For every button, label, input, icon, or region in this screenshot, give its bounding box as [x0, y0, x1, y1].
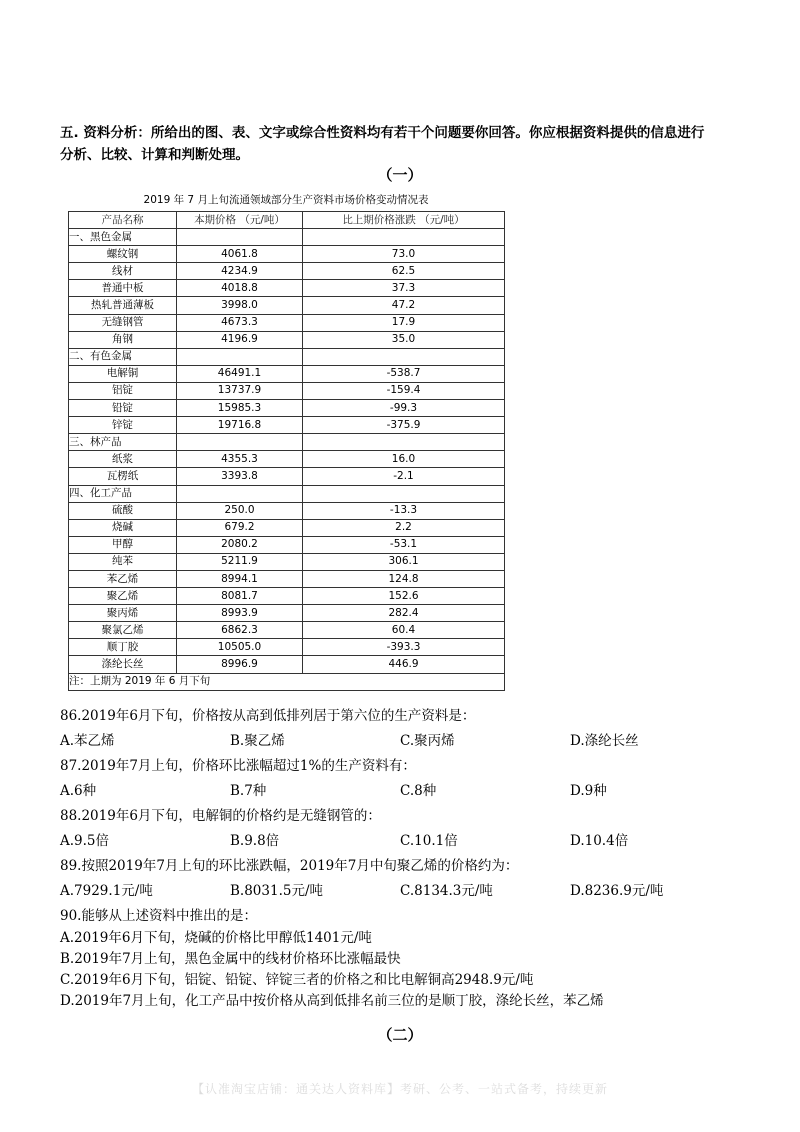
product-name-cell: 角钢: [69, 331, 177, 348]
empty-cell: [303, 434, 505, 451]
change-cell: -13.3: [303, 502, 505, 519]
change-cell: 152.6: [303, 588, 505, 605]
price-cell: 4196.9: [177, 331, 303, 348]
price-cell: 13737.9: [177, 382, 303, 399]
product-name-cell: 聚氯乙烯: [69, 622, 177, 639]
table-row: [69, 570, 505, 587]
price-cell: 8994.1: [177, 570, 303, 587]
table-note: 注：上期为 2019 年 6 月下旬: [69, 673, 505, 690]
answer-option[interactable]: C.10.1倍: [400, 833, 458, 849]
table-row: [69, 502, 505, 519]
question-stem: 88.2019年6月下旬，电解铜的价格约是无缝钢管的：: [60, 808, 381, 824]
answer-option[interactable]: C.2019年6月下旬，铝锭、铅锭、锌锭三者的价格之和比电解铜高2948.9元/吨: [60, 972, 534, 988]
table-note-row: [69, 673, 505, 690]
header-current-price: 本期价格 （元/吨）: [177, 212, 303, 229]
change-cell: -159.4: [303, 382, 505, 399]
table-row: [69, 639, 505, 656]
header-product-name: 产品名称: [69, 212, 177, 229]
price-cell: 679.2: [177, 519, 303, 536]
section-intro: [60, 122, 750, 166]
table-row: [69, 331, 505, 348]
answer-option[interactable]: D.8236.9元/吨: [570, 883, 664, 899]
table-row: [69, 519, 505, 536]
table-row: [69, 468, 505, 485]
change-cell: 124.8: [303, 570, 505, 587]
price-cell: 8996.9: [177, 656, 303, 673]
table-header-row: [69, 212, 505, 229]
table-row: [69, 622, 505, 639]
change-cell: 282.4: [303, 605, 505, 622]
category-row: [69, 348, 505, 365]
table-caption: 2019 年 7 月上旬流通领域部分生产资料市场价格变动情况表: [143, 194, 429, 206]
product-name-cell: 无缝钢管: [69, 314, 177, 331]
answer-option[interactable]: B.7种: [230, 783, 267, 799]
answer-option[interactable]: B.聚乙烯: [230, 733, 285, 749]
product-name-cell: 瓦楞纸: [69, 468, 177, 485]
product-name-cell: 涤纶长丝: [69, 656, 177, 673]
price-cell: 4355.3: [177, 451, 303, 468]
option-row: [60, 728, 760, 754]
empty-cell: [303, 348, 505, 365]
answer-option[interactable]: D.2019年7月上旬，化工产品中按价格从高到低排名前三位的是顺丁胶，涤纶长丝，苯乙烯: [60, 993, 604, 1009]
category-label: 二、有色金属: [69, 348, 177, 365]
answer-option[interactable]: A.6种: [60, 783, 97, 799]
question-stem: 87.2019年7月上旬，价格环比涨幅超过1%的生产资料有：: [60, 758, 416, 774]
product-name-cell: 线材: [69, 263, 177, 280]
price-cell: 4673.3: [177, 314, 303, 331]
change-cell: -2.1: [303, 468, 505, 485]
option-row: [60, 828, 760, 854]
answer-option[interactable]: D.9种: [570, 783, 607, 799]
price-cell: 3998.0: [177, 297, 303, 314]
price-cell: 5211.9: [177, 553, 303, 570]
answer-option[interactable]: B.2019年7月上旬，黑色金属中的线材价格环比涨幅最快: [60, 951, 401, 967]
product-name-cell: 铅锭: [69, 400, 177, 417]
change-cell: 17.9: [303, 314, 505, 331]
product-name-cell: 铝锭: [69, 382, 177, 399]
intro-line-1: 五. 资料分析：所给出的图、表、文字或综合性资料均有若干个问题要你回答。你应根据资料提供的信息进行: [60, 125, 705, 141]
price-cell: 19716.8: [177, 417, 303, 434]
question-stem: 90.能够从上述资料中推出的是：: [60, 908, 257, 924]
table-row: [69, 588, 505, 605]
empty-cell: [303, 485, 505, 502]
product-name-cell: 顺丁胶: [69, 639, 177, 656]
product-name-cell: 普通中板: [69, 280, 177, 297]
price-cell: 10505.0: [177, 639, 303, 656]
price-cell: 4018.8: [177, 280, 303, 297]
price-cell: 6862.3: [177, 622, 303, 639]
change-cell: -538.7: [303, 365, 505, 382]
table-row: [69, 605, 505, 622]
table-row: [69, 553, 505, 570]
intro-line-2: 分析、比较、计算和判断处理。: [60, 147, 249, 163]
change-cell: 446.9: [303, 656, 505, 673]
section-title-2: （二）: [377, 1026, 423, 1044]
price-cell: 8081.7: [177, 588, 303, 605]
product-name-cell: 纸浆: [69, 451, 177, 468]
table-row: [69, 365, 505, 382]
option-list: [60, 928, 760, 1012]
change-cell: 2.2: [303, 519, 505, 536]
change-cell: 16.0: [303, 451, 505, 468]
product-name-cell: 聚乙烯: [69, 588, 177, 605]
answer-option[interactable]: B.9.8倍: [230, 833, 280, 849]
product-name-cell: 苯乙烯: [69, 570, 177, 587]
change-cell: 35.0: [303, 331, 505, 348]
table-row: [69, 280, 505, 297]
category-label: 一、黑色金属: [69, 229, 177, 246]
table-row: [69, 417, 505, 434]
table-row: [69, 536, 505, 553]
change-cell: 60.4: [303, 622, 505, 639]
price-cell: 3393.8: [177, 468, 303, 485]
answer-option[interactable]: C.聚丙烯: [400, 733, 455, 749]
change-cell: -53.1: [303, 536, 505, 553]
table-row: [69, 314, 505, 331]
answer-option[interactable]: A.7929.1元/吨: [60, 883, 153, 899]
option-row: [60, 878, 760, 904]
table-row: [69, 656, 505, 673]
answer-option[interactable]: C.8134.3元/吨: [400, 883, 493, 899]
change-cell: -393.3: [303, 639, 505, 656]
answer-option[interactable]: B.8031.5元/吨: [230, 883, 323, 899]
table-row: [69, 400, 505, 417]
price-table: [68, 211, 505, 691]
table-row: [69, 451, 505, 468]
change-cell: -99.3: [303, 400, 505, 417]
price-cell: 8993.9: [177, 605, 303, 622]
product-name-cell: 螺纹钢: [69, 246, 177, 263]
product-name-cell: 聚丙烯: [69, 605, 177, 622]
header-price-change: 比上期价格涨跌 （元/吨）: [303, 212, 505, 229]
price-cell: 15985.3: [177, 400, 303, 417]
answer-option[interactable]: D.10.4倍: [570, 833, 629, 849]
watermark-text: 【认准淘宝店铺：通关达人资料库】考研、公考、一站式备考，持续更新: [191, 1082, 608, 1096]
table-row: [69, 297, 505, 314]
product-name-cell: 硫酸: [69, 502, 177, 519]
product-name-cell: 烧碱: [69, 519, 177, 536]
price-cell: 250.0: [177, 502, 303, 519]
question-stem: 89.按照2019年7月上旬的环比涨跌幅，2019年7月中旬聚乙烯的价格约为：: [60, 858, 519, 874]
price-cell: 2080.2: [177, 536, 303, 553]
product-name-cell: 纯苯: [69, 553, 177, 570]
product-name-cell: 电解铜: [69, 365, 177, 382]
table-row: [69, 382, 505, 399]
price-cell: 4061.8: [177, 246, 303, 263]
table-row: [69, 246, 505, 263]
empty-cell: [303, 229, 505, 246]
category-row: [69, 434, 505, 451]
price-cell: 46491.1: [177, 365, 303, 382]
table-row: [69, 263, 505, 280]
empty-cell: [177, 434, 303, 451]
category-label: 三、林产品: [69, 434, 177, 451]
change-cell: -375.9: [303, 417, 505, 434]
category-row: [69, 485, 505, 502]
product-name-cell: 热轧普通薄板: [69, 297, 177, 314]
question-stem: 86.2019年6月下旬，价格按从高到低排列居于第六位的生产资料是：: [60, 708, 476, 724]
category-row: [69, 229, 505, 246]
answer-option[interactable]: A.苯乙烯: [60, 733, 115, 749]
change-cell: 73.0: [303, 246, 505, 263]
answer-option[interactable]: A.9.5倍: [60, 833, 110, 849]
answer-option[interactable]: D.涤纶长丝: [570, 733, 639, 749]
change-cell: 62.5: [303, 263, 505, 280]
empty-cell: [177, 348, 303, 365]
empty-cell: [177, 485, 303, 502]
category-label: 四、化工产品: [69, 485, 177, 502]
option-row: [60, 778, 760, 804]
change-cell: 37.3: [303, 280, 505, 297]
change-cell: 47.2: [303, 297, 505, 314]
section-title-1: （一）: [377, 166, 423, 184]
product-name-cell: 甲醇: [69, 536, 177, 553]
change-cell: 306.1: [303, 553, 505, 570]
answer-option[interactable]: A.2019年6月下旬，烧碱的价格比甲醇低1401元/吨: [60, 930, 372, 946]
answer-option[interactable]: C.8种: [400, 783, 437, 799]
price-cell: 4234.9: [177, 263, 303, 280]
empty-cell: [177, 229, 303, 246]
product-name-cell: 锌锭: [69, 417, 177, 434]
question-list: [60, 704, 760, 1012]
